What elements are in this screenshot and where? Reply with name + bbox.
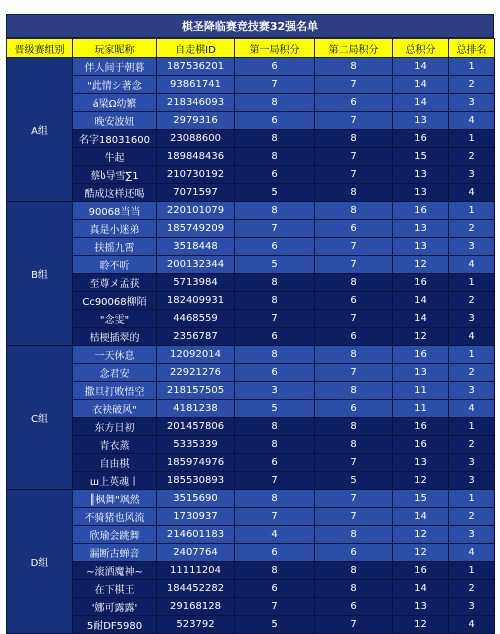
table-row — [7, 454, 495, 472]
table-row — [7, 472, 495, 490]
total-score: 12 — [393, 256, 449, 274]
table-row — [7, 274, 495, 292]
total-rank: 4 — [449, 544, 495, 562]
player-id: 201457806 — [157, 418, 235, 436]
total-rank: 3 — [449, 310, 495, 328]
player-nickname: 东方日初 — [73, 418, 157, 436]
player-nickname: 不骑猪也风流 — [73, 508, 157, 526]
round2-score: 6 — [315, 598, 393, 616]
round2-score: 6 — [315, 544, 393, 562]
player-id: 22921276 — [157, 364, 235, 382]
round2-score: 7 — [315, 616, 393, 634]
player-nickname: 聆不听 — [73, 256, 157, 274]
player-id: 2979316 — [157, 112, 235, 130]
table-row — [7, 490, 495, 508]
player-id: 218157505 — [157, 382, 235, 400]
player-id: 3518448 — [157, 238, 235, 256]
table-row — [7, 166, 495, 184]
round1-score: 8 — [235, 436, 315, 454]
player-nickname: ║枫舞"飒然 — [73, 490, 157, 508]
round2-score: 7 — [315, 508, 393, 526]
header-id: 自走棋ID — [157, 39, 235, 58]
round1-score: 6 — [235, 58, 315, 76]
round2-score: 7 — [315, 310, 393, 328]
total-score: 16 — [393, 436, 449, 454]
round2-score: 8 — [315, 130, 393, 148]
total-score: 11 — [393, 400, 449, 418]
total-rank: 2 — [449, 76, 495, 94]
round1-score: 6 — [235, 454, 315, 472]
round1-score: 7 — [235, 472, 315, 490]
total-rank: 2 — [449, 292, 495, 310]
total-rank: 2 — [449, 508, 495, 526]
player-nickname: 牛起 — [73, 148, 157, 166]
round1-score: 7 — [235, 310, 315, 328]
header-total: 总积分 — [393, 39, 449, 58]
header-rank: 总排名 — [449, 39, 495, 58]
round1-score: 8 — [235, 292, 315, 310]
group-label: C组 — [7, 346, 73, 490]
table-row — [7, 148, 495, 166]
player-nickname: 念君安 — [73, 364, 157, 382]
player-id: 185974976 — [157, 454, 235, 472]
player-id: 185749209 — [157, 220, 235, 238]
player-nickname: 桔梗插翠的 — [73, 328, 157, 346]
table-row — [7, 130, 495, 148]
round2-score: 7 — [315, 112, 393, 130]
round1-score: 7 — [235, 76, 315, 94]
total-score: 13 — [393, 454, 449, 472]
player-nickname: '娜可露露' — [73, 598, 157, 616]
player-id: 93861741 — [157, 76, 235, 94]
total-score: 16 — [393, 130, 449, 148]
round1-score: 8 — [235, 202, 315, 220]
player-nickname: Cc90068柳陌 — [73, 292, 157, 310]
total-rank: 1 — [449, 490, 495, 508]
player-nickname: 欣瑜会跳舞 — [73, 526, 157, 544]
player-id: 4181238 — [157, 400, 235, 418]
total-rank: 3 — [449, 598, 495, 616]
player-id: 2356787 — [157, 328, 235, 346]
total-score: 14 — [393, 508, 449, 526]
player-nickname: 青衣蒸 — [73, 436, 157, 454]
header-round1: 第一局积分 — [235, 39, 315, 58]
total-score: 15 — [393, 490, 449, 508]
round2-score: 8 — [315, 202, 393, 220]
total-rank: 2 — [449, 220, 495, 238]
table-row — [7, 94, 495, 112]
round2-score: 7 — [315, 166, 393, 184]
player-nickname: 扶摇九霄 — [73, 238, 157, 256]
table-row — [7, 400, 495, 418]
table-row — [7, 526, 495, 544]
total-rank: 1 — [449, 418, 495, 436]
table-row — [7, 292, 495, 310]
player-nickname: 自由棋 — [73, 454, 157, 472]
total-rank: 1 — [449, 202, 495, 220]
table-row — [7, 58, 495, 76]
header-round2: 第二局积分 — [315, 39, 393, 58]
round1-score: 8 — [235, 130, 315, 148]
table-row — [7, 310, 495, 328]
player-id: 23088600 — [157, 130, 235, 148]
player-id: 214601183 — [157, 526, 235, 544]
total-rank: 4 — [449, 328, 495, 346]
total-score: 16 — [393, 274, 449, 292]
player-id: 5335339 — [157, 436, 235, 454]
total-score: 13 — [393, 184, 449, 202]
player-id: 189848436 — [157, 148, 235, 166]
player-nickname: 酷成这样还喝 — [73, 184, 157, 202]
table-title: 棋圣降临赛竞技赛32强名单 — [6, 14, 494, 38]
round2-score: 8 — [315, 184, 393, 202]
player-nickname: "念雯" — [73, 310, 157, 328]
round2-score: 6 — [315, 220, 393, 238]
total-rank: 3 — [449, 454, 495, 472]
table-row — [7, 112, 495, 130]
table-row — [7, 616, 495, 634]
total-rank: 3 — [449, 166, 495, 184]
total-score: 13 — [393, 166, 449, 184]
total-rank: 2 — [449, 580, 495, 598]
player-nickname: 蔡ს导雪∑1 — [73, 166, 157, 184]
round2-score: 7 — [315, 148, 393, 166]
group-label: A组 — [7, 58, 73, 202]
player-id: 220101079 — [157, 202, 235, 220]
total-score: 13 — [393, 220, 449, 238]
round2-score: 7 — [315, 238, 393, 256]
player-nickname: 名字18031600 — [73, 130, 157, 148]
total-score: 12 — [393, 544, 449, 562]
total-score: 11 — [393, 382, 449, 400]
player-nickname: á梁Ω幼繁 — [73, 94, 157, 112]
round1-score: 8 — [235, 346, 315, 364]
round2-score: 8 — [315, 346, 393, 364]
player-nickname: ~滚洒魔神~ — [73, 562, 157, 580]
total-rank: 3 — [449, 238, 495, 256]
table-row — [7, 436, 495, 454]
round1-score: 7 — [235, 598, 315, 616]
table-row — [7, 202, 495, 220]
player-id: 182409931 — [157, 292, 235, 310]
total-score: 14 — [393, 310, 449, 328]
round2-score: 5 — [315, 472, 393, 490]
round2-score: 7 — [315, 490, 393, 508]
round2-score: 8 — [315, 418, 393, 436]
round2-score: 8 — [315, 58, 393, 76]
round1-score: 6 — [235, 112, 315, 130]
total-score: 13 — [393, 238, 449, 256]
player-id: 11111204 — [157, 562, 235, 580]
total-rank: 2 — [449, 364, 495, 382]
round2-score: 8 — [315, 274, 393, 292]
round1-score: 6 — [235, 364, 315, 382]
round2-score: 7 — [315, 76, 393, 94]
round1-score: 5 — [235, 616, 315, 634]
player-id: 12092014 — [157, 346, 235, 364]
player-id: 2407764 — [157, 544, 235, 562]
total-rank: 2 — [449, 148, 495, 166]
total-score: 14 — [393, 58, 449, 76]
total-score: 13 — [393, 598, 449, 616]
player-nickname: 衣袂破风" — [73, 400, 157, 418]
round2-score: 6 — [315, 94, 393, 112]
player-nickname: 90068当当 — [73, 202, 157, 220]
round2-score: 8 — [315, 562, 393, 580]
round2-score: 7 — [315, 364, 393, 382]
table-row — [7, 328, 495, 346]
round2-score: 6 — [315, 400, 393, 418]
round2-score: 8 — [315, 436, 393, 454]
player-id: 1730937 — [157, 508, 235, 526]
total-rank: 1 — [449, 562, 495, 580]
total-rank: 4 — [449, 616, 495, 634]
total-score: 12 — [393, 526, 449, 544]
player-id: 3515690 — [157, 490, 235, 508]
round1-score: 5 — [235, 400, 315, 418]
round1-score: 8 — [235, 148, 315, 166]
total-score: 12 — [393, 328, 449, 346]
round1-score: 6 — [235, 238, 315, 256]
total-rank: 1 — [449, 58, 495, 76]
total-score: 14 — [393, 76, 449, 94]
table-row — [7, 256, 495, 274]
total-score: 16 — [393, 202, 449, 220]
round1-score: 7 — [235, 508, 315, 526]
round2-score: 6 — [315, 292, 393, 310]
player-id: 7071597 — [157, 184, 235, 202]
round2-score: 7 — [315, 256, 393, 274]
player-nickname: 在下棋王 — [73, 580, 157, 598]
round1-score: 8 — [235, 418, 315, 436]
table-row — [7, 580, 495, 598]
total-score: 12 — [393, 616, 449, 634]
player-id: 184452282 — [157, 580, 235, 598]
ranking-table — [6, 38, 495, 634]
round1-score: 5 — [235, 256, 315, 274]
player-id: 210730192 — [157, 166, 235, 184]
table-header — [7, 39, 495, 58]
round1-score: 5 — [235, 184, 315, 202]
ranking-table-container — [6, 14, 494, 634]
total-rank: 1 — [449, 274, 495, 292]
round2-score: 8 — [315, 382, 393, 400]
table-row — [7, 562, 495, 580]
round2-score: 7 — [315, 454, 393, 472]
player-nickname: 5耐DF5980 — [73, 616, 157, 634]
total-rank: 1 — [449, 346, 495, 364]
table-row — [7, 346, 495, 364]
player-id: 29168128 — [157, 598, 235, 616]
round1-score: 4 — [235, 526, 315, 544]
round1-score: 8 — [235, 274, 315, 292]
total-rank: 2 — [449, 436, 495, 454]
round1-score: 6 — [235, 166, 315, 184]
table-row — [7, 76, 495, 94]
player-nickname: 伴人间于朝暮 — [73, 58, 157, 76]
player-nickname: "此情シ著念 — [73, 76, 157, 94]
total-score: 14 — [393, 580, 449, 598]
total-score: 15 — [393, 148, 449, 166]
round1-score: 7 — [235, 220, 315, 238]
table-row — [7, 184, 495, 202]
table-body — [7, 58, 495, 634]
round1-score: 8 — [235, 94, 315, 112]
round1-score: 6 — [235, 328, 315, 346]
player-id: 200132344 — [157, 256, 235, 274]
total-score: 12 — [393, 472, 449, 490]
total-score: 16 — [393, 346, 449, 364]
table-row — [7, 238, 495, 256]
table-row — [7, 220, 495, 238]
player-id: 218346093 — [157, 94, 235, 112]
total-rank: 3 — [449, 94, 495, 112]
total-score: 14 — [393, 94, 449, 112]
round1-score: 8 — [235, 562, 315, 580]
round1-score: 6 — [235, 544, 315, 562]
player-id: 5713984 — [157, 274, 235, 292]
player-nickname: 撒旦打败悟空 — [73, 382, 157, 400]
total-rank: 3 — [449, 526, 495, 544]
total-rank: 3 — [449, 472, 495, 490]
table-row — [7, 382, 495, 400]
group-label: D组 — [7, 490, 73, 634]
total-rank: 4 — [449, 400, 495, 418]
player-id: 187536201 — [157, 58, 235, 76]
total-rank: 4 — [449, 184, 495, 202]
player-nickname: ш上英魂丨 — [73, 472, 157, 490]
total-score: 16 — [393, 418, 449, 436]
total-rank: 1 — [449, 130, 495, 148]
player-nickname: 漏断古蝉音 — [73, 544, 157, 562]
total-score: 16 — [393, 562, 449, 580]
player-nickname: 晚安波妞 — [73, 112, 157, 130]
group-label: B组 — [7, 202, 73, 346]
table-row — [7, 544, 495, 562]
total-rank: 4 — [449, 256, 495, 274]
player-nickname: 一天休息 — [73, 346, 157, 364]
round2-score: 8 — [315, 526, 393, 544]
round2-score: 6 — [315, 328, 393, 346]
round1-score: 3 — [235, 382, 315, 400]
round2-score: 8 — [315, 580, 393, 598]
round1-score: 6 — [235, 580, 315, 598]
table-row — [7, 508, 495, 526]
player-nickname: 至尊メ孟获 — [73, 274, 157, 292]
player-id: 185530893 — [157, 472, 235, 490]
total-score: 13 — [393, 112, 449, 130]
round1-score: 8 — [235, 490, 315, 508]
player-id: 523792 — [157, 616, 235, 634]
total-score: 13 — [393, 364, 449, 382]
header-group: 晋级赛组别 — [7, 39, 73, 58]
total-rank: 4 — [449, 112, 495, 130]
player-id: 4468559 — [157, 310, 235, 328]
total-score: 14 — [393, 292, 449, 310]
table-row — [7, 418, 495, 436]
player-nickname: 真是小迷弟 — [73, 220, 157, 238]
header-nickname: 玩家昵称 — [73, 39, 157, 58]
total-rank: 3 — [449, 382, 495, 400]
table-row — [7, 598, 495, 616]
table-row — [7, 364, 495, 382]
